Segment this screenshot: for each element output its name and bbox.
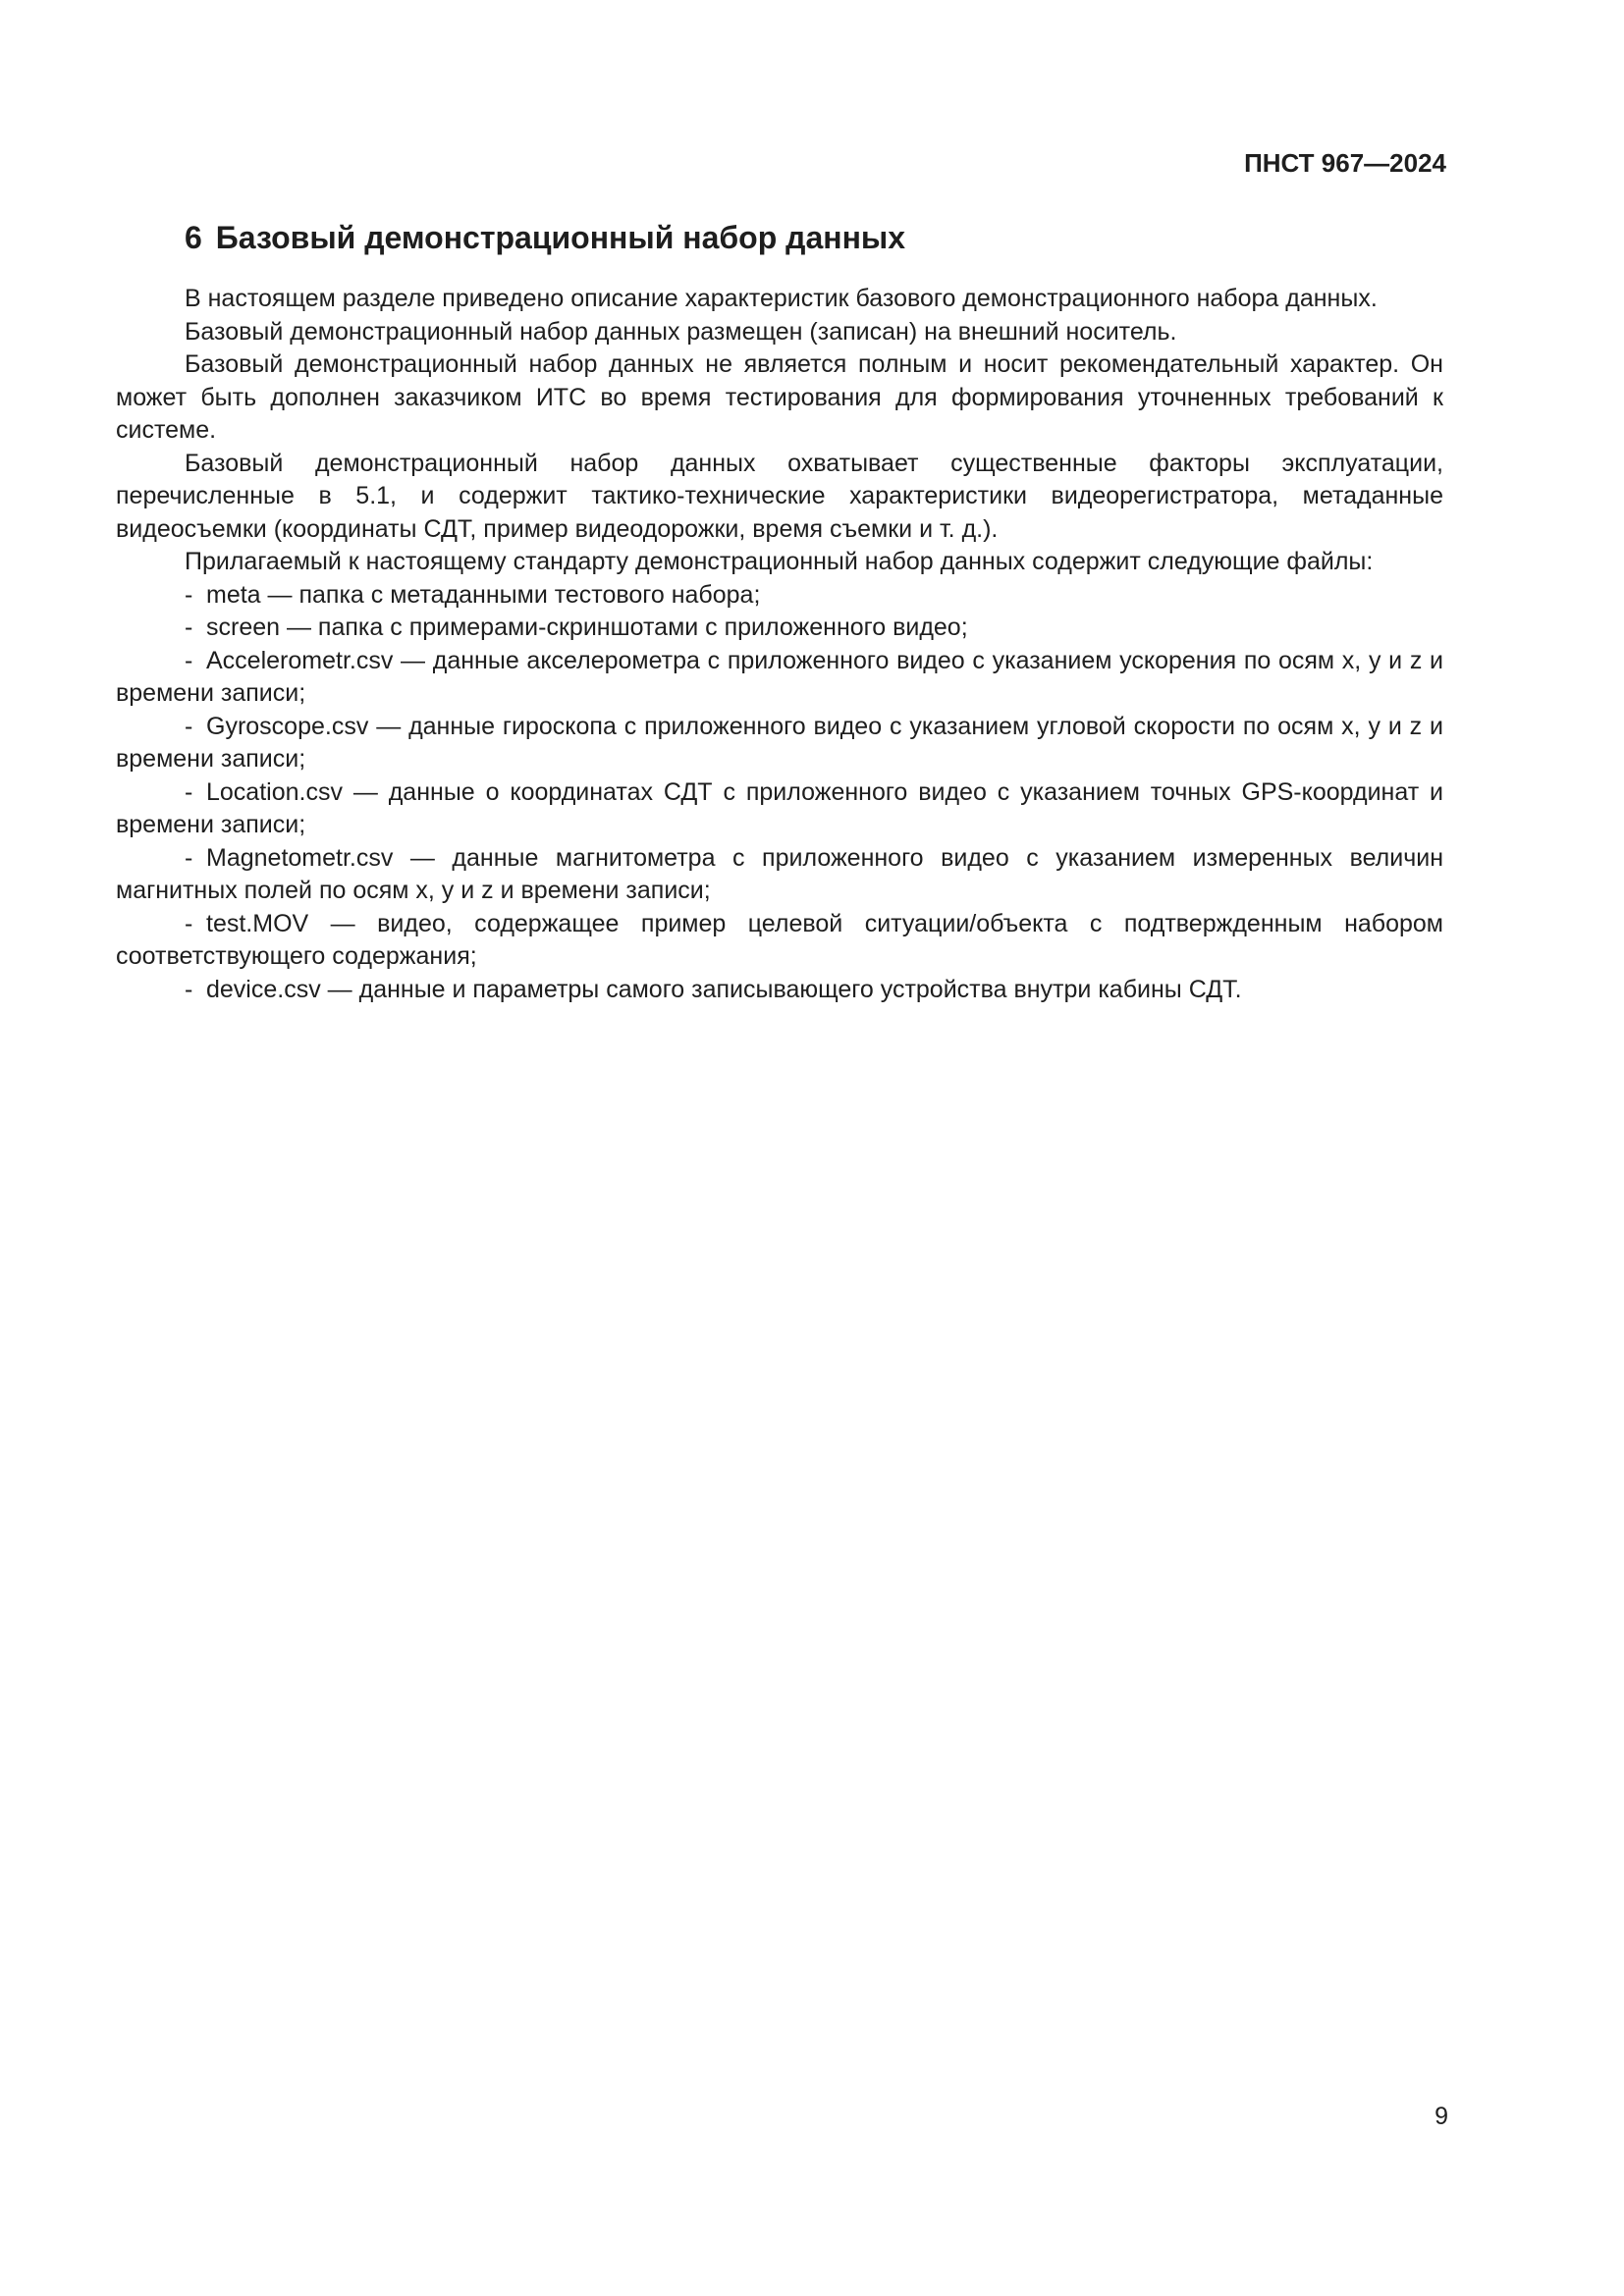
list-bullet: -	[185, 712, 193, 740]
page-content	[116, 218, 1443, 1006]
list-item-text: test.MOV — видео, содержащее пример целевой ситуации/объекта с подтвержденным набором соответствующего содержания;	[116, 909, 1443, 970]
list-item-text: device.csv — данные и параметры самого записывающего устройства внутри кабины СДТ.	[206, 975, 1242, 1003]
list-bullet: -	[185, 909, 193, 937]
document-code: ПНСТ 967—2024	[1244, 148, 1446, 178]
list-item-device	[116, 974, 1443, 1007]
section-number: 6	[185, 220, 202, 255]
list-bullet: -	[185, 975, 193, 1003]
list-item-text: screen — папка с примерами-скриншотами с приложенного видео;	[206, 614, 968, 641]
list-item-text: Accelerometr.csv — данные акселерометра с приложенного видео с указанием ускорения по осям x, y и z и времени записи;	[116, 646, 1443, 707]
list-item-magnetometr	[116, 842, 1443, 908]
list-bullet: -	[185, 580, 193, 609]
paragraph-medium: Базовый демонстрационный набор данных размещен (записан) на внешний носитель.	[185, 317, 1177, 346]
list-item-text: Gyroscope.csv — данные гироскопа с приложенного видео с указанием угловой скорости по осям x, y и z и времени записи;	[116, 712, 1443, 773]
list-item-screen	[116, 612, 1443, 645]
page-number: 9	[1435, 2103, 1448, 2130]
file-list	[116, 579, 1443, 1007]
list-item-meta	[116, 579, 1443, 613]
list-item-accelerometr	[116, 645, 1443, 711]
list-bullet: -	[185, 614, 193, 641]
list-bullet: -	[185, 646, 193, 674]
paragraph-coverage: Базовый демонстрационный набор данных охватывает существенные факторы эксплуатации, перечисленные в 5.1, и содержит тактико-технические характеристики видеорегистратора, метаданные видеосъемки (координаты СДТ, пример видеодорожки, время съемки и т. д.).	[116, 449, 1443, 543]
paragraph-files-intro: Прилагаемый к настоящему стандарту демонстрационный набор данных содержит следующие файлы:	[185, 548, 1374, 575]
paragraph-intro: В настоящем разделе приведено описание характеристик базового демонстрационного набора данных.	[185, 285, 1378, 312]
list-item-text: Magnetometr.csv — данные магнитометра с приложенного видео с указанием измеренных величин магнитных полей по осям x, y и z и времени записи;	[116, 843, 1443, 904]
section-heading	[185, 218, 1443, 257]
list-item-location	[116, 776, 1443, 842]
list-item-text: meta — папка с метаданными тестового набора;	[206, 580, 761, 609]
list-bullet: -	[185, 843, 193, 872]
section-title: Базовый демонстрационный набор данных	[215, 220, 906, 255]
list-bullet: -	[185, 777, 193, 806]
list-item-gyroscope	[116, 711, 1443, 776]
list-item-test-mov	[116, 908, 1443, 974]
list-item-text: Location.csv — данные о координатах СДТ с приложенного видео с указанием точных GPS-координат и времени записи;	[116, 777, 1443, 838]
paragraph-recommendation: Базовый демонстрационный набор данных не является полным и носит рекомендательный характер. Он может быть дополнен заказчиком ИТС во время тестирования для формирования уточненных требований к системе.	[116, 350, 1443, 444]
